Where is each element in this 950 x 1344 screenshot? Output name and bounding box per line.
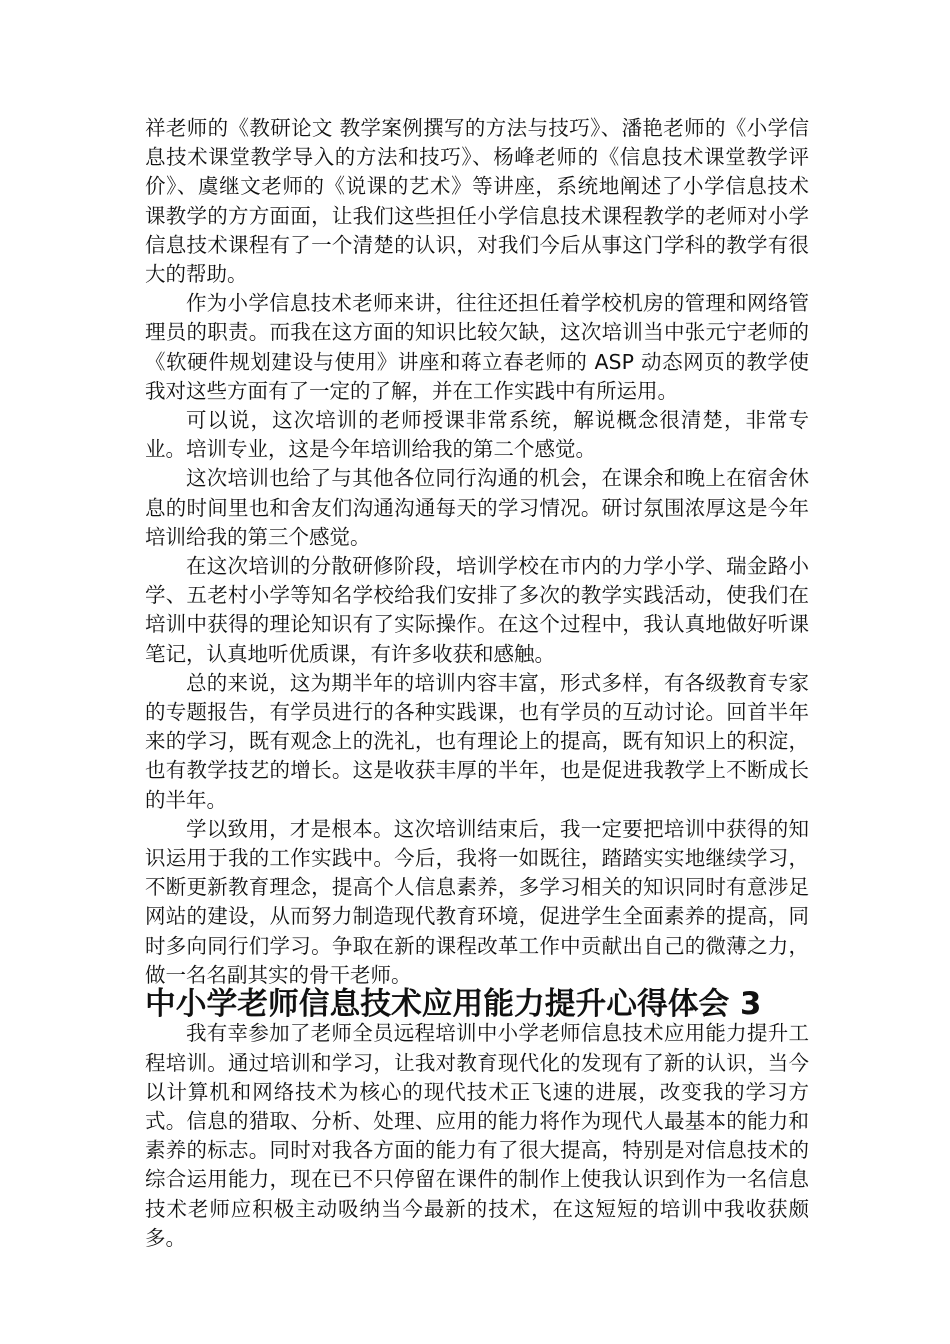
document-page (145, 114, 809, 1253)
paragraph-application: 学以致用，才是根本。这次培训结束后，我一定要把培训中获得的知识运用于我的工作实践中。今后，我将一如既往，踏踏实实地继续学习，不断更新教育理念，提高个人信息素养，多学习相关的知识同时有意涉足网站的建设，从而努力制造现代教育环境，促进学生全面素养的提高，同时多向同行们学习。争取在新的课程改革工作中贡献出自己的微薄之力，做一名名副其实的骨干老师。 (145, 816, 809, 987)
paragraph-continued: 祥老师的《教研论文 教学案例撰写的方法与技巧》、潘艳老师的《小学信息技术课堂教学导入的方法和技巧》、杨峰老师的《信息技术课堂教学评价》、虞继文老师的《说课的艺术》等讲座，系统地阐述了小学信息技术课教学的方方面面，让我们这些担任小学信息技术课程教学的老师对小学信息技术课程有了一个清楚的认识，对我们今后从事这门学科的教学有很大的帮助。 (145, 116, 809, 287)
paragraph-reflection: 我有幸参加了老师全员远程培训中小学老师信息技术应用能力提升工程培训。通过培训和学习，让我对教育现代化的发现有了新的认识，当今以计算机和网络技术为核心的现代技术正飞速的进展，改变我的学习方式。信息的猎取、分析、处理、应用的能力将作为现代人最基本的能力和素养的标志。同时对我各方面的能力有了很大提高，特别是对信息技术的综合运用能力，现在已不只停留在课件的制作上使我认识到作为一名信息技术老师应积极主动吸纳当今最新的技术，在这短短的培训中我收获颇多。 (145, 1021, 809, 1250)
section-heading: 中小学老师信息技术应用能力提升心得体会 3 (145, 986, 762, 1023)
paragraph-summary: 总的来说，这为期半年的培训内容丰富，形式多样，有各级教育专家的专题报告，有学员进行的各种实践课，也有学员的互动讨论。回首半年来的学习，既有观念上的洗礼，也有理论上的提高，既有知识上的积淀，也有教学技艺的增长。这是收获丰厚的半年，也是促进我教学上不断成长的半年。 (145, 670, 809, 812)
paragraph-practice-activities: 在这次培训的分散研修阶段，培训学校在市内的力学小学、瑞金路小学、五老村小学等知名学校给我们安排了多次的教学实践活动，使我们在培训中获得的理论知识有了实际操作。在这个过程中，我认真地做好听课笔记，认真地听优质课，有许多收获和感触。 (145, 554, 809, 666)
paragraph-second-impression: 可以说，这次培训的老师授课非常系统，解说概念很清楚，非常专业。培训专业，这是今年培训给我的第二个感觉。 (145, 408, 809, 462)
paragraph-network-management: 作为小学信息技术老师来讲，往往还担任着学校机房的管理和网络管理员的职责。而我在这方面的知识比较欠缺，这次培训当中张元宁老师的《软硬件规划建设与使用》讲座和蒋立春老师的 ASP 动态网页的教学使我对这些方面有了一定的了解，并在工作实践中有所运用。 (145, 291, 809, 403)
paragraph-third-impression: 这次培训也给了与其他各位同行沟通的机会，在课余和晚上在宿舍休息的时间里也和舍友们沟通沟通每天的学习情况。研讨氛围浓厚这是今年培训给我的第三个感觉。 (145, 466, 809, 549)
